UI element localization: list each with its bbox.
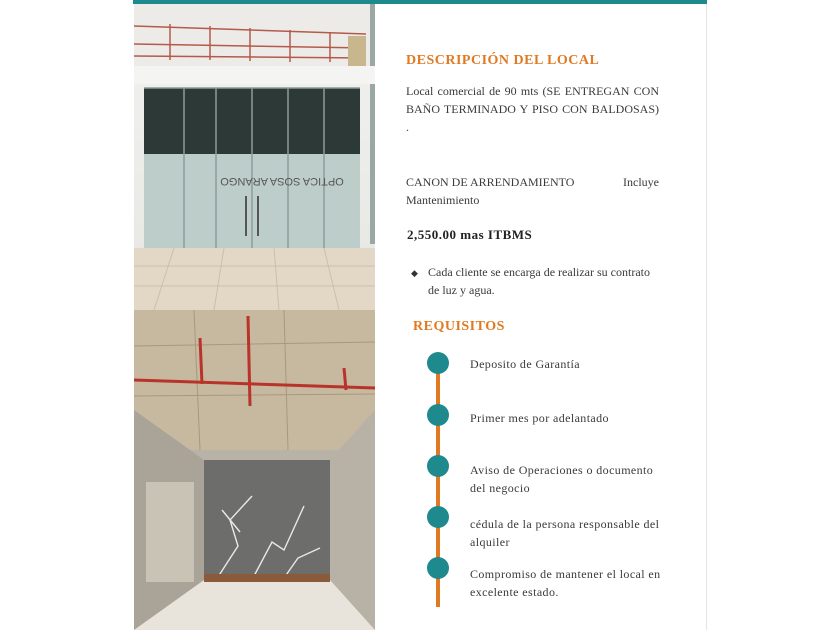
interior-photo [134, 310, 375, 630]
photo-column [134, 4, 375, 630]
description-text: Local comercial de 90 mts (SE ENTREGAN CON BAÑO TERMINADO Y PISO CON BALDOSAS) . [406, 84, 659, 134]
note-item [411, 263, 661, 299]
timeline-dot-icon [427, 404, 449, 426]
price-value: 2,550.00 mas ITBMS [407, 227, 533, 242]
requisito-item: Compromiso de mantener el local en excelente estado. [470, 567, 661, 599]
storefront-photo [134, 4, 375, 310]
requisitos-heading: REQUISITOS [413, 319, 505, 334]
canon-row [406, 173, 659, 191]
requisito-item: Aviso de Operaciones o documento del negocio [470, 463, 654, 495]
diamond-bullet-icon: ◆ [411, 268, 418, 278]
description-heading: DESCRIPCIÓN DEL LOCAL [406, 53, 600, 68]
note-text: Cada cliente se encarga de realizar su contrato de luz y agua. [428, 265, 650, 297]
timeline-dot-icon [427, 455, 449, 477]
timeline-dot-icon [427, 506, 449, 528]
requisito-item: Primer mes por adelantado [470, 411, 609, 425]
timeline-dot-icon [427, 352, 449, 374]
canon-label: CANON DE ARRENDAMIENTO [406, 175, 575, 189]
canon-includes: Incluye [623, 175, 659, 189]
page-edge [706, 4, 707, 630]
interior-illustration [134, 310, 375, 630]
storefront-sign: OPTICA SOSA ARANGO [220, 175, 344, 187]
canon-block [406, 173, 659, 209]
requisito-item: cédula de la persona responsable del alquiler [470, 517, 660, 549]
timeline-dot-icon [427, 557, 449, 579]
requisito-item: Deposito de Garantía [470, 357, 580, 371]
canon-maintenance: Mantenimiento [406, 193, 480, 207]
storefront-illustration [134, 4, 375, 310]
